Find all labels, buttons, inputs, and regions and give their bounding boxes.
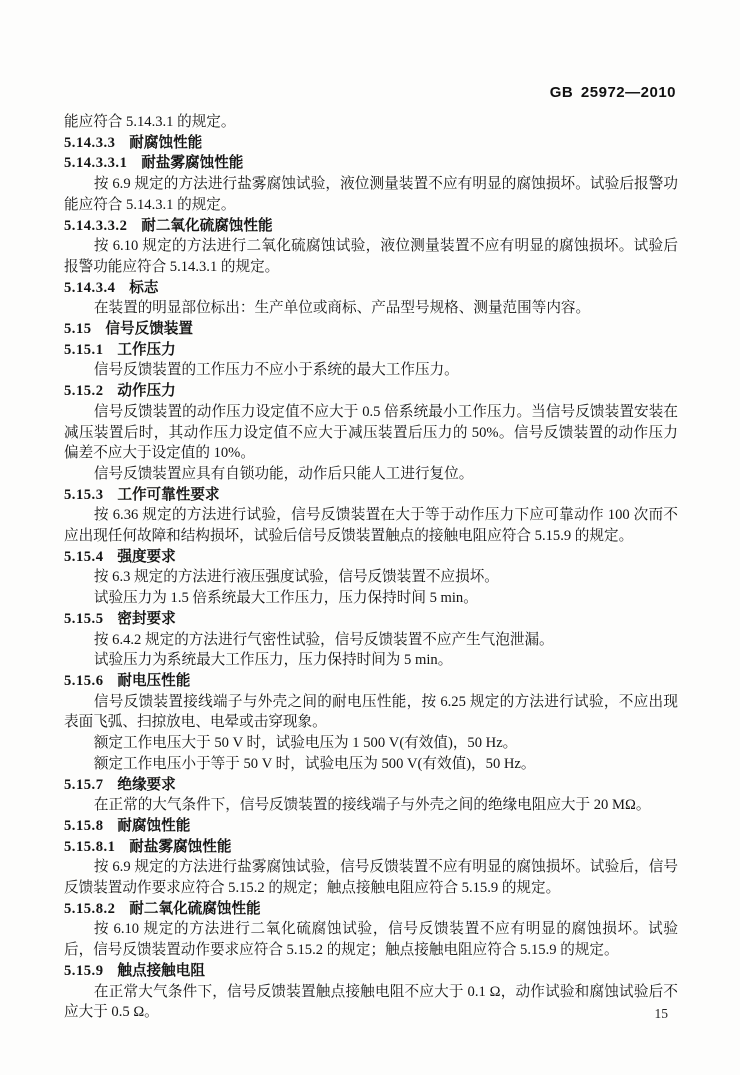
section-heading	[64, 216, 678, 237]
section-number: 5.15.1	[64, 341, 104, 358]
section-title: 动作压力	[117, 383, 176, 400]
section-heading	[64, 547, 678, 568]
section-number: 5.15	[64, 321, 92, 338]
section-heading	[64, 340, 678, 361]
section-title: 触点接触电阻	[117, 962, 205, 979]
section-heading	[64, 837, 678, 858]
page-footer	[655, 1006, 669, 1022]
section-heading	[64, 816, 678, 837]
body-paragraph: 信号反馈装置应具有自锁功能，动作后只能人工进行复位。	[93, 465, 474, 482]
body-paragraph: 在装置的明显部位标出：生产单位或商标、产品型号规格、测量范围等内容。	[93, 300, 591, 317]
section-title: 信号反馈装置	[105, 321, 193, 338]
body-paragraph: 信号反馈装置的动作压力设定值不应大于 0.5 倍系统最小工作压力。当信号反馈装置安装在减压装置后时，其动作压力设定值不应大于减压装置后压力的 50%。信号反馈装置的动作压力偏差不应大于设定值的 10%。	[64, 403, 678, 462]
section-number: 5.15.2	[64, 383, 104, 400]
section-title: 耐腐蚀性能	[129, 134, 203, 151]
section-title: 耐电压性能	[117, 672, 191, 689]
section-number: 5.15.9	[64, 962, 104, 979]
body-paragraph: 能应符合 5.14.3.1 的规定。	[64, 114, 236, 130]
body-paragraph: 试验压力为 1.5 倍系统最大工作压力，压力保持时间 5 min。	[93, 590, 478, 607]
section-heading	[64, 671, 678, 692]
section-heading	[64, 133, 678, 154]
section-title: 耐二氧化硫腐蚀性能	[129, 900, 261, 917]
document-content	[64, 112, 678, 1023]
section-title: 密封要求	[117, 610, 176, 627]
section-title: 工作压力	[117, 341, 176, 358]
body-paragraph: 按 6.9 规定的方法进行盐雾腐蚀试验，液位测量装置不应有明显的腐蚀损坏。试验后报警功能应符合 5.14.3.1 的规定。	[64, 176, 678, 213]
section-heading	[64, 319, 678, 340]
section-title: 耐盐雾腐蚀性能	[129, 838, 232, 855]
section-number: 5.15.7	[64, 776, 104, 793]
section-number: 5.15.3	[64, 486, 104, 503]
body-paragraph: 信号反馈装置接线端子与外壳之间的耐电压性能，按 6.25 规定的方法进行试验，不应出现表面飞弧、扫掠放电、电晕或击穿现象。	[64, 693, 678, 731]
section-heading	[64, 899, 678, 920]
section-title: 强度要求	[117, 548, 176, 565]
body-paragraph: 按 6.9 规定的方法进行盐雾腐蚀试验，信号反馈装置不应有明显的腐蚀损坏。试验后，信号反馈装置动作要求应符合 5.15.2 的规定；触点接触电阻应符合 5.15.9 的规定。	[64, 859, 678, 897]
section-number: 5.15.8.1	[64, 838, 116, 855]
page-number: 15	[654, 1006, 668, 1021]
body-paragraph: 按 6.10 规定的方法进行二氧化硫腐蚀试验，液位测量装置不应有明显的腐蚀损坏。试验后报警功能应符合 5.14.3.1 的规定。	[64, 238, 678, 275]
section-title: 标志	[129, 279, 159, 296]
page-header	[550, 84, 676, 101]
standard-number: GB 25972—2010	[549, 84, 676, 101]
body-paragraph: 在正常的大气条件下，信号反馈装置的接线端子与外壳之间的绝缘电阻应大于 20 MΩ。	[93, 797, 651, 814]
section-number: 5.15.5	[64, 610, 104, 627]
section-number: 5.15.8	[64, 817, 104, 834]
body-paragraph: 试验压力为系统最大工作压力，压力保持时间为 5 min。	[93, 652, 453, 669]
section-title: 绝缘要求	[117, 776, 176, 793]
body-paragraph: 在正常大气条件下，信号反馈装置触点接触电阻不应大于 0.1 Ω，动作试验和腐蚀试验后不应大于 0.5 Ω。	[64, 983, 678, 1021]
section-title: 耐腐蚀性能	[117, 817, 191, 834]
section-heading	[64, 278, 678, 299]
section-number: 5.14.3.3	[64, 134, 116, 151]
section-heading	[64, 485, 678, 506]
section-title: 耐二氧化硫腐蚀性能	[141, 217, 273, 234]
section-title: 工作可靠性要求	[117, 486, 220, 503]
body-paragraph: 额定工作电压小于等于 50 V 时，试验电压为 500 V(有效值)，50 Hz。	[93, 755, 536, 772]
body-paragraph: 按 6.4.2 规定的方法进行气密性试验，信号反馈装置不应产生气泡泄漏。	[93, 631, 554, 648]
body-paragraph: 信号反馈装置的工作压力不应小于系统的最大工作压力。	[93, 362, 459, 379]
section-heading	[64, 609, 678, 630]
section-heading	[64, 153, 678, 174]
body-paragraph: 按 6.10 规定的方法进行二氧化硫腐蚀试验，信号反馈装置不应有明显的腐蚀损坏。试验后，信号反馈装置动作要求应符合 5.15.2 的规定；触点接触电阻应符合 5.15.9 的规定。	[64, 921, 678, 959]
body-paragraph: 按 6.36 规定的方法进行试验，信号反馈装置在大于等于动作压力下应可靠动作 100 次而不应出现任何故障和结构损坏，试验后信号反馈装置触点的接触电阻应符合 5.15.9 的规定。	[64, 507, 678, 545]
section-title: 耐盐雾腐蚀性能	[141, 155, 244, 172]
section-number: 5.15.6	[64, 672, 104, 689]
section-heading	[64, 961, 678, 982]
section-heading	[64, 381, 678, 402]
section-number: 5.14.3.4	[64, 279, 116, 296]
body-paragraph: 按 6.3 规定的方法进行液压强度试验，信号反馈装置不应损坏。	[93, 569, 499, 586]
section-number: 5.14.3.3.2	[64, 217, 128, 234]
section-number: 5.14.3.3.1	[64, 155, 128, 172]
section-number: 5.15.4	[64, 548, 104, 565]
body-paragraph: 额定工作电压大于 50 V 时，试验电压为 1 500 V(有效值)，50 Hz。	[93, 735, 518, 752]
section-heading	[64, 775, 678, 796]
section-number: 5.15.8.2	[64, 900, 116, 917]
